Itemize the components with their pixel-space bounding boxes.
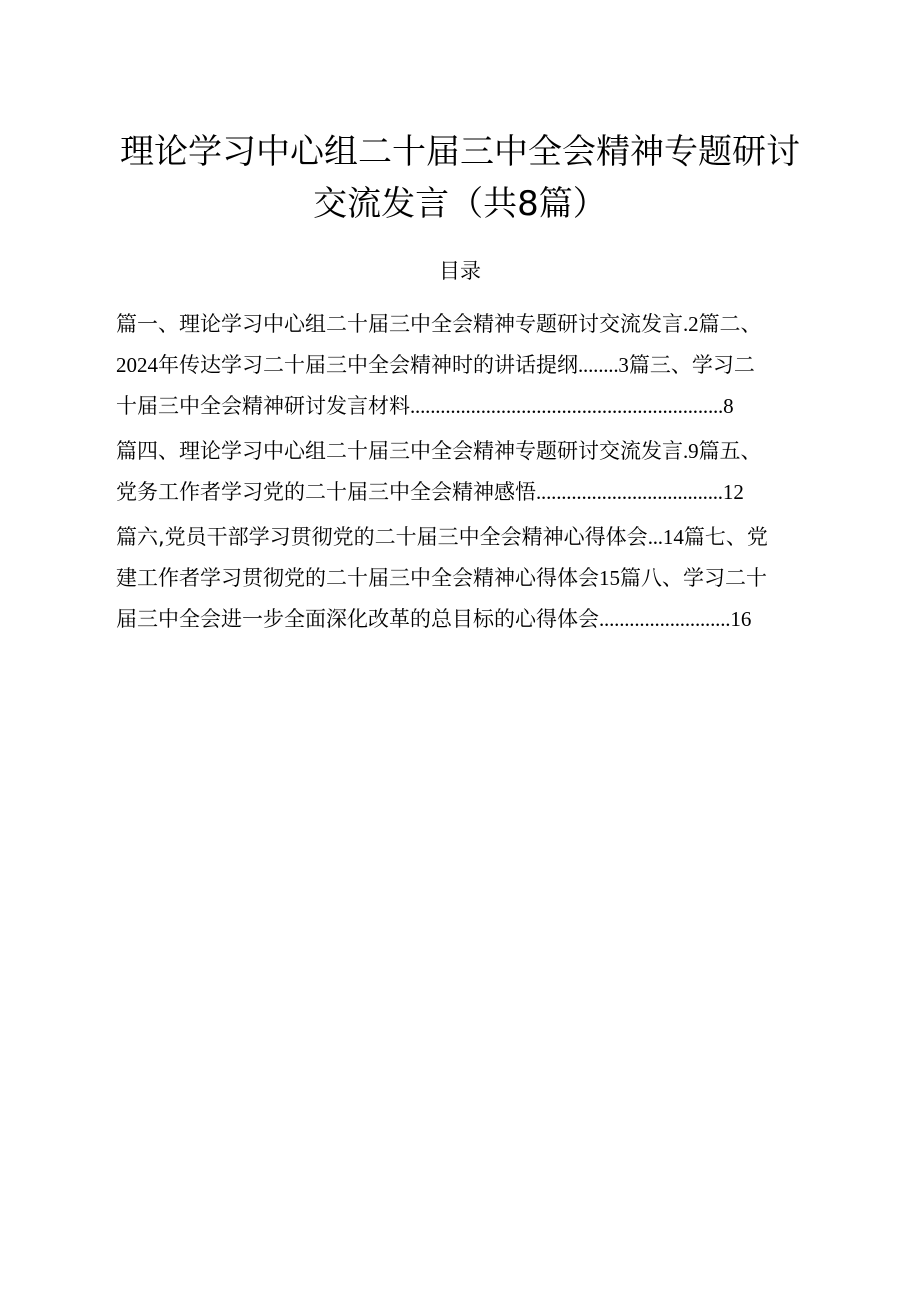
toc-leader: .......................... [599,607,731,631]
toc-leader: ..................................... [536,480,723,504]
toc-leader: .............................................................. [410,394,724,418]
toc-line[interactable] [116,345,830,386]
toc-entry-title: 篇二、 [698,312,762,336]
toc-entry-title: 篇八、学习二十 [620,566,767,590]
title-line-2: 交流发言（共8篇） [313,184,607,224]
table-of-contents [116,304,830,640]
toc-leader: ........ [578,353,619,377]
toc-line[interactable] [116,599,830,640]
toc-page-number: 16 [730,607,752,631]
toc-entry-title: 党务工作者学习党的二十届三中全会精神感悟 [116,480,536,504]
toc-entry-title: 篇五、 [698,439,762,463]
toc-leader: . [683,439,689,463]
toc-entry-title: 篇一、理论学习中心组二十届三中全会精神专题研讨交流发言 [116,312,683,336]
toc-leader: . [683,312,689,336]
toc-line[interactable] [116,517,830,558]
toc-entry-title: 十届三中全会精神研讨发言材料 [116,394,410,418]
toc-page-number: 12 [722,480,744,504]
toc-page-number: 8 [723,394,734,418]
toc-entry-title: 篇六,党员干部学习贯彻党的二十届三中全会精神心得体会 [116,525,648,549]
toc-entry-title: 篇四、理论学习中心组二十届三中全会精神专题研讨交流发言 [116,439,683,463]
document-title [0,126,920,230]
toc-entry-title: 建工作者学习贯彻党的二十届三中全会精神心得体会 [116,566,599,590]
toc-line[interactable] [116,558,830,599]
title-line-1: 理论学习中心组二十届三中全会精神专题研讨 [120,132,800,172]
toc-year: 2024 [116,353,158,377]
toc-page-number: 9 [688,439,699,463]
toc-line[interactable] [116,304,830,345]
toc-line[interactable] [116,431,830,472]
toc-entry-title: 篇七、党 [683,525,768,549]
toc-page-number: 2 [688,312,699,336]
toc-entry-title: 届三中全会进一步全面深化改革的总目标的心得体会 [116,607,599,631]
toc-entry-title: 篇三、学习二 [628,353,755,377]
toc-line[interactable] [116,386,830,427]
toc-heading: 目录 [439,259,481,283]
toc-leader: ... [647,525,663,549]
toc-page-number: 14 [662,525,684,549]
toc-page-number: 15 [599,566,620,590]
toc-page-number: 3 [618,353,629,377]
toc-entry-title: 年传达学习二十届三中全会精神时的讲话提纲 [158,353,578,377]
toc-line[interactable] [116,472,830,513]
